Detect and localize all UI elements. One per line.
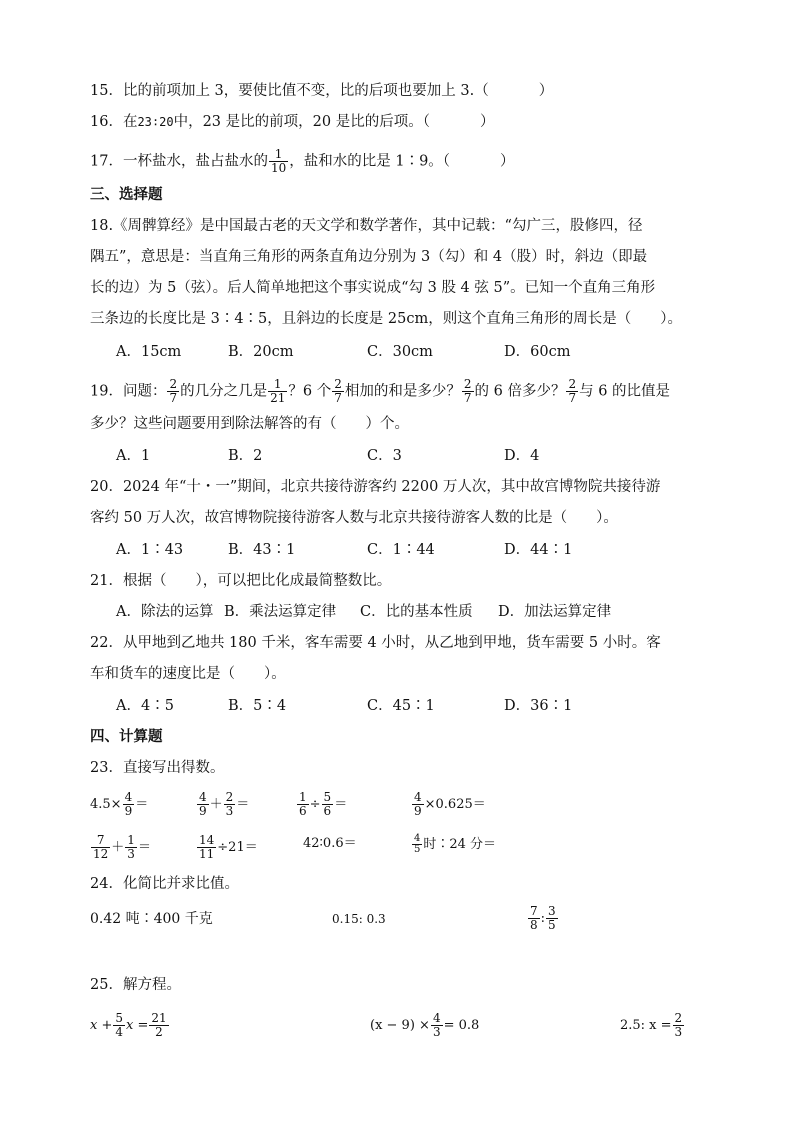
section-heading: 四、计算题 bbox=[90, 729, 163, 745]
question-20-line: 20．2024 年“十・一”期间，北京共接待游客约 2200 万人次，其中故宫博物院共接待游 bbox=[90, 479, 661, 495]
option-d: D．加法运算定律 bbox=[498, 604, 612, 620]
question-18-line: 18.《周髀算经》是中国最古老的天文学和数学著作，其中记载：“勾广三，股修四，径 bbox=[90, 218, 643, 234]
question-22-line: 车和货车的速度比是（ ）。 bbox=[90, 666, 286, 682]
question-20-line: 客约 50 万人次，故宫博物院接待游客人数与北京共接待游客人数的比是（ ）。 bbox=[90, 510, 618, 526]
option-b: B．20cm bbox=[228, 344, 294, 360]
question-25: 25．解方程。 bbox=[90, 977, 181, 993]
calc-item: $\frac{4}{9}$ ＋ $\frac{2}{3}$ ＝ bbox=[199, 790, 250, 818]
question-24: 24．化简比并求比值。 bbox=[90, 876, 239, 892]
option-b: B．5∶4 bbox=[228, 698, 287, 714]
question-21: 21．根据（ ），可以把比化成最简整数比。 bbox=[90, 573, 392, 589]
calc-item: $\frac{1}{6}$ ÷ $\frac{5}{6}$ ＝ bbox=[299, 790, 348, 818]
option-c: C．1∶44 bbox=[367, 542, 435, 558]
option-d: D．60cm bbox=[504, 344, 571, 360]
question-22-line: 22．从甲地到乙地共 180 千米，客车需要 4 小时，从乙地到甲地，货车需要 5 小时。客 bbox=[90, 635, 661, 651]
calc-item: $\frac{4}{9}$ ×0.625＝ bbox=[414, 790, 486, 818]
simplify-item: $\frac{7}{8}$ : $\frac{3}{5}$ bbox=[530, 904, 556, 932]
section-heading: 三、选择题 bbox=[90, 187, 163, 203]
option-d: D．44∶1 bbox=[504, 542, 573, 558]
question-18-line: 三条边的长度比是 3∶4∶5，且斜边的长度是 25cm，则这个直角三角形的周长是（ ）。 bbox=[90, 311, 682, 327]
simplify-item: 0.15: 0.3 bbox=[332, 912, 386, 926]
option-a: A．15cm bbox=[116, 344, 182, 360]
option-c: C．30cm bbox=[367, 344, 433, 360]
calc-item: 4.5× $\frac{4}{9}$ ＝ bbox=[90, 790, 149, 818]
option-a: A．除法的运算 bbox=[116, 604, 214, 620]
option-a: A．4∶5 bbox=[116, 698, 174, 714]
option-b: B．2 bbox=[228, 448, 263, 464]
equation-item: 2.5: x = $\frac{2}{3}$ bbox=[620, 1011, 683, 1039]
option-a: A．1 bbox=[116, 448, 151, 464]
question-23: 23．直接写出得数。 bbox=[90, 760, 225, 776]
calc-item: $\frac{4}{5}$ 时∶24 分＝ bbox=[414, 833, 497, 855]
question-16: 16．在23∶20中，23 是比的前项，20 是比的后项。（ ） bbox=[90, 114, 495, 130]
question-19: 19．问题： $\frac{2}{7}$ 的几分之几是 $\frac{1}{21}$ ？6 个 $\frac{2}{7}$ 相加的和是多少？ $\frac{2}{7}$ 的 6 倍多少？ $\frac{2}{7}$ 与 6 的比值是 bbox=[90, 377, 671, 405]
question-18-line: 隅五”，意思是：当直角三角形的两条直角边分别为 3（勾）和 4（股）时，斜边（即最 bbox=[90, 249, 648, 265]
option-c: C．45∶1 bbox=[367, 698, 435, 714]
option-c: C．比的基本性质 bbox=[360, 604, 473, 620]
option-b: B．43∶1 bbox=[228, 542, 296, 558]
equation-item: (x − 9) × $\frac{4}{3}$ = 0.8 bbox=[370, 1011, 480, 1039]
option-a: A．1∶43 bbox=[116, 542, 184, 558]
question-18-line: 长的边）为 5（弦）。后人简单地把这个事实说成“勾 3 股 4 弦 5”。已知一个直角三角形 bbox=[90, 280, 656, 296]
fraction: $\frac{1}{10}$ bbox=[270, 147, 287, 175]
option-d: D．4 bbox=[504, 448, 540, 464]
option-d: D．36∶1 bbox=[504, 698, 573, 714]
question-19-line: 多少？这些问题要用到除法解答的有（ ）个。 bbox=[90, 416, 409, 432]
calc-item: 42∶0.6＝ bbox=[303, 836, 357, 851]
calc-item: $\frac{7}{12}$ ＋ $\frac{1}{3}$ ＝ bbox=[93, 833, 151, 861]
option-b: B．乘法运算定律 bbox=[224, 604, 337, 620]
equation-item: x + $\frac{5}{4}$ x = $\frac{21}{2}$ bbox=[90, 1011, 167, 1039]
calc-item: $\frac{14}{11}$ ÷21＝ bbox=[199, 833, 258, 861]
question-17: 17．一杯盐水，盐占盐水的 $\frac{1}{10}$ ，盐和水的比是 1∶9。（ ） bbox=[90, 147, 515, 175]
simplify-item: 0.42 吨∶400 千克 bbox=[90, 911, 213, 927]
question-15: 15．比的前项加上 3，要使比值不变，比的后项也要加上 3.（ ） bbox=[90, 83, 554, 99]
option-c: C．3 bbox=[367, 448, 402, 464]
